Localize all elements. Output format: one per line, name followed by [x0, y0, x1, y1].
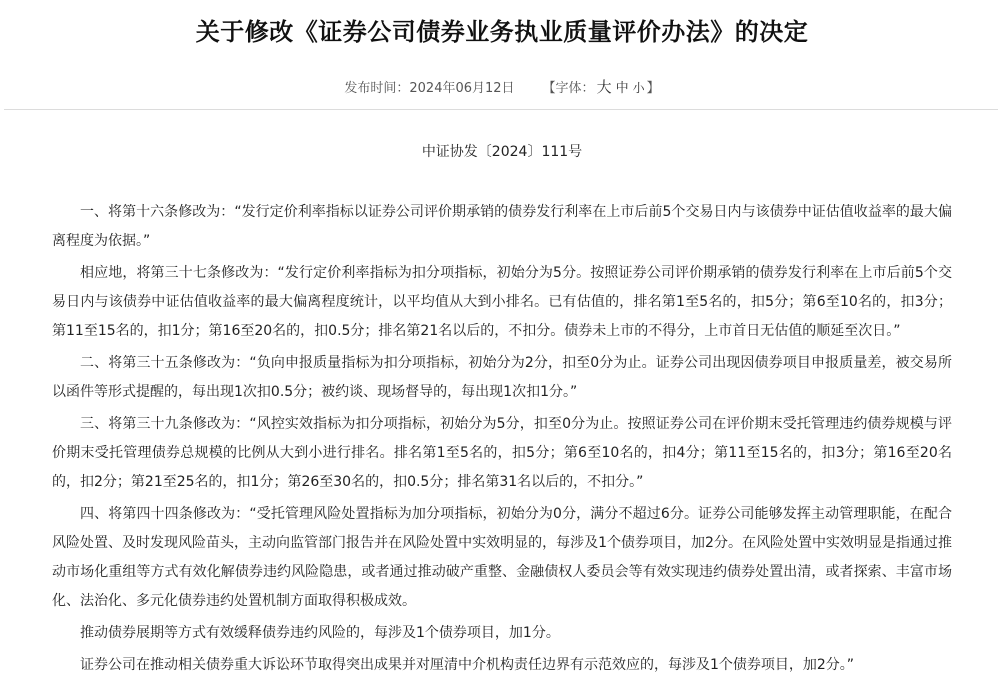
font-size-medium-button[interactable]: 中 — [615, 81, 629, 96]
paragraph-7: 证券公司在推动相关债券重大诉讼环节取得突出成果并对厘清中介机构责任边界有示范效应的，每涉及1个债券项目，加2分。” — [80, 657, 855, 673]
paragraph-2: 相应地，将第三十七条修改为：“发行定价利率指标为扣分项指标，初始分为5分。按照证券公司评价期承销的债券发行利率在上市后前5个交易日内与该债券中证估值收益率的最大偏离程度统计，以平均值从大到小排名。已有估值的，排名第1至5名的，扣5分；第6至10名的，扣3分；第11至15名的，扣1分；第16至20名的，扣0.5分；排名第21名以后的，不扣分。债券未上市的不得分，上市首日无估值的顺延至次日。” — [52, 265, 952, 339]
page-title: 关于修改《证券公司债券业务执业质量评价办法》的决定 — [195, 18, 809, 46]
article-meta — [0, 76, 1004, 100]
paragraph-6: 推动债券展期等方式有效缓释债券违约风险的，每涉及1个债券项目，加1分。 — [80, 625, 560, 641]
font-size-large-button[interactable]: 大 — [596, 78, 612, 96]
font-size-open: 【字体： — [542, 81, 595, 96]
paragraph-1: 一、将第十六条修改为：“发行定价利率指标以证券公司评价期承销的债券发行利率在上市后前5个交易日内与该债券中证估值收益率的最大偏离程度为依据。” — [52, 204, 952, 249]
document-number: 中证协发〔2024〕111号 — [421, 144, 583, 160]
font-size-small-button[interactable]: 小 — [632, 81, 645, 95]
paragraph-4: 三、将第三十九条修改为：“风控实效指标为扣分项指标，初始分为5分，扣至0分为止。按照证券公司在评价期末受托管理违约债券规模与评价期末受托管理债券总规模的比例从大到小进行排名。排名第1至5名的，扣5分；第6至10名的，扣4分；第11至15名的，扣3分；第16至20名的，扣2分；第21至25名的，扣1分；第26至30名的，扣0.5分；排名第31名以后的，不扣分。” — [52, 416, 952, 490]
paragraph-5: 四、将第四十四条修改为：“受托管理风险处置指标为加分项指标，初始分为0分，满分不超过6分。证券公司能够发挥主动管理职能，在配合风险处置、及时发现风险苗头，主动向监管部门报告并在风险处置中实效明显的，每涉及1个债券项目，加2分。在风险处置中实效明显是指通过推动市场化重组等方式有效化解债券违约风险隐患，或者通过推动破产重整、金融债权人委员会等有效实现违约债券处置出清，或者探索、丰富市场化、法治化、多元化债券违约处置机制方面取得积极成效。 — [52, 506, 952, 609]
article-body — [52, 198, 952, 683]
publish-date: 2024年06月12日 — [409, 81, 515, 96]
header-divider — [4, 109, 998, 110]
font-size-close: 】 — [646, 81, 660, 96]
publish-label: 发布时间： — [344, 81, 410, 96]
paragraph-3: 二、将第三十五条修改为：“负向申报质量指标为扣分项指标，初始分为2分，扣至0分为止。证券公司出现因债券项目申报质量差，被交易所以函件等形式提醒的，每出现1次扣0.5分；被约谈、现场督导的，每出现1次扣1分。” — [52, 355, 952, 400]
